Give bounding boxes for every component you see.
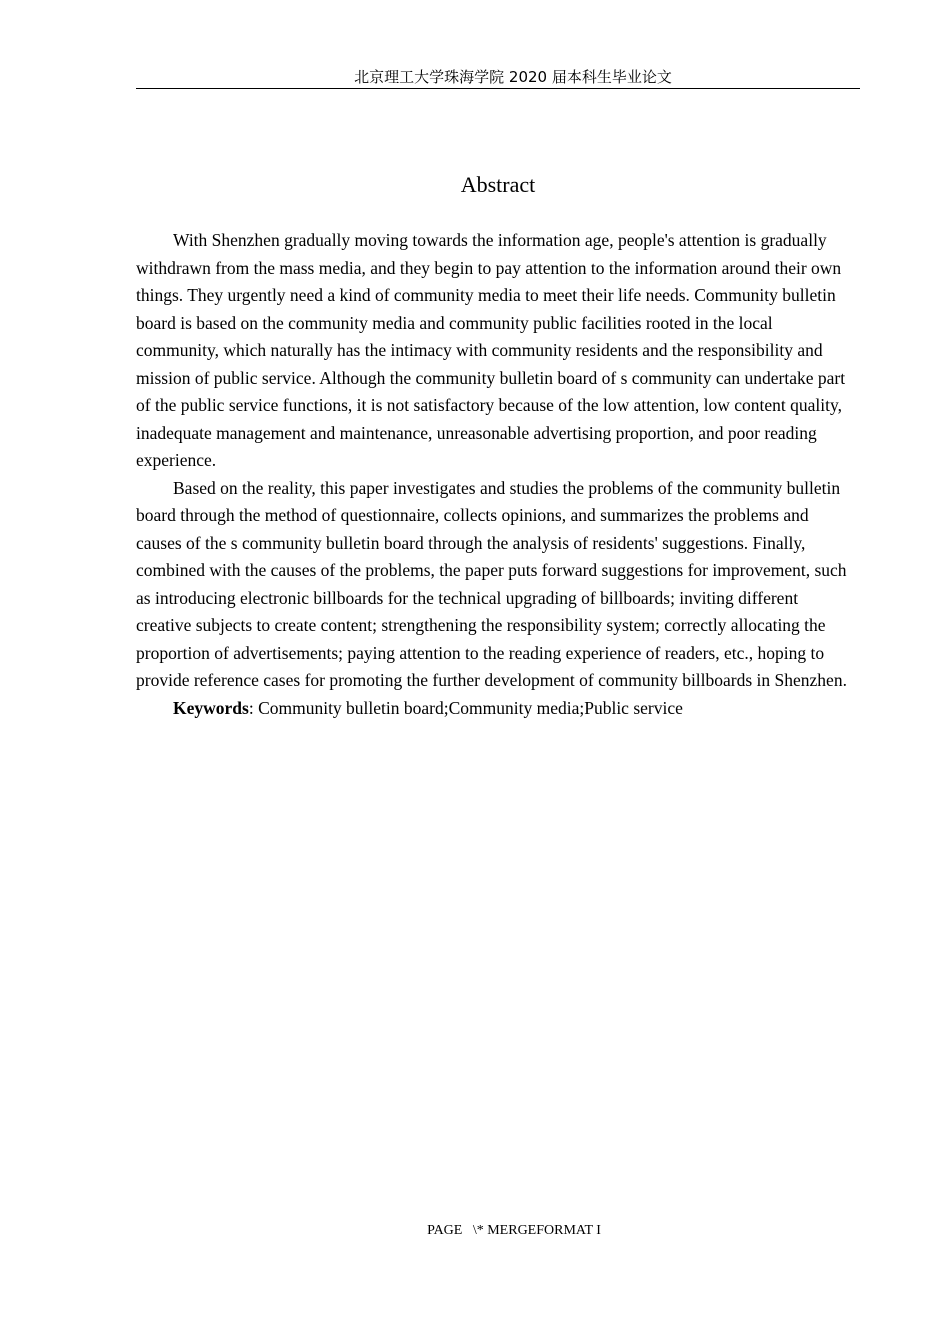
page-header <box>136 66 860 89</box>
page-number-field: PAGE \* MERGEFORMAT I <box>427 1223 601 1238</box>
keywords-text: : Community bulletin board;Community media;Public service <box>248 697 683 718</box>
abstract-paragraph-1: With Shenzhen gradually moving towards the information age, people's attention is gradually withdrawn from the mass media, and they begin to pay attention to the information around their own things. They urgently need a kind of community media to meet their life needs. Community bulletin board is based on the community media and community public facilities rooted in the local community, which naturally has the intimacy with community residents and the responsibility and mission of public service. Although the community bulletin board of s community can undertake part of the public service functions, it is not satisfactory because of the low attention, low content quality, inadequate management and maintenance, unreasonable advertising proportion, and poor reading experience. <box>136 230 846 470</box>
abstract-paragraph-2: Based on the reality, this paper investigates and studies the problems of the community bulletin board through the method of questionnaire, collects opinions, and summarizes the problems and causes of the s community bulletin board through the analysis of residents' suggestions. Finally, combined with the causes of the problems, the paper puts forward suggestions for improvement, such as introducing electronic billboards for the technical upgrading of billboards; inviting different creative subjects to create content; strengthening the responsibility system; correctly allocating the proportion of advertisements; paying attention to the reading experience of readers, etc., hoping to provide reference cases for promoting the further development of community billboards in Shenzhen. <box>136 477 847 690</box>
keywords-line <box>136 695 852 723</box>
abstract-title: Abstract <box>460 172 536 197</box>
page-footer <box>0 1221 950 1241</box>
keywords-label: Keywords <box>173 697 249 718</box>
abstract-body <box>136 227 852 722</box>
header-title: 北京理工大学珠海学院 2020 届本科生毕业论文 <box>354 68 672 86</box>
